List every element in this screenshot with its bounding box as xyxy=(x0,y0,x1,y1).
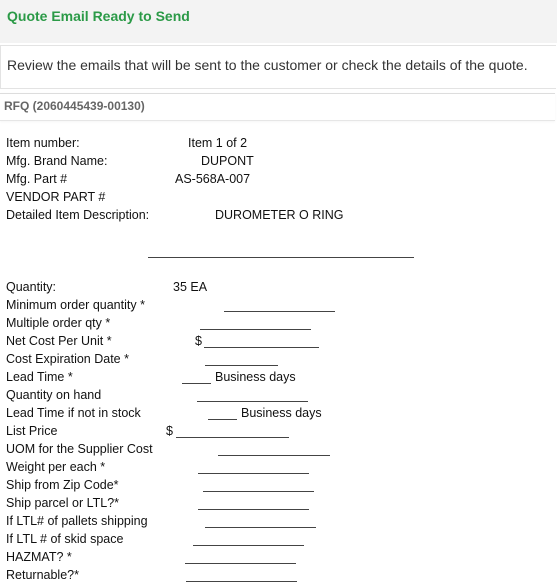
ship-zip-blank[interactable] xyxy=(203,491,314,492)
uom-blank[interactable] xyxy=(218,455,330,456)
part-label: Mfg. Part # xyxy=(6,172,68,186)
item-number-value: Item 1 of 2 xyxy=(188,136,248,150)
qty-on-hand-blank[interactable] xyxy=(197,401,308,402)
ltl-skid-label: If LTL # of skid space xyxy=(6,532,124,546)
quantity-label: Quantity: xyxy=(6,280,57,294)
lead-time-suffix: Business days xyxy=(215,370,296,384)
lead-time-oos-suffix: Business days xyxy=(241,406,322,420)
cost-exp-blank[interactable] xyxy=(205,365,278,366)
instructions-bar xyxy=(0,45,556,89)
min-order-blank[interactable] xyxy=(224,311,335,312)
hazmat-blank[interactable] xyxy=(185,563,296,564)
page-title: Quote Email Ready to Send xyxy=(7,8,190,24)
ship-parcel-label: Ship parcel or LTL?* xyxy=(6,496,120,510)
lead-time-oos-label: Lead Time if not in stock xyxy=(6,406,141,420)
instructions-text: Review the emails that will be sent to the customer or check the details of the quote. xyxy=(7,57,528,73)
ltl-skid-blank[interactable] xyxy=(193,545,304,546)
list-price-prefix: $ xyxy=(166,424,173,438)
lead-time-label: Lead Time * xyxy=(6,370,73,384)
quantity-value: 35 EA xyxy=(173,280,208,294)
ltl-pallets-label: If LTL# of pallets shipping xyxy=(6,514,148,528)
description-label: Detailed Item Description: xyxy=(6,208,150,222)
weight-label: Weight per each * xyxy=(6,460,106,474)
header-bar xyxy=(0,0,557,43)
returnable-blank[interactable] xyxy=(186,581,297,582)
net-cost-prefix: $ xyxy=(195,334,202,348)
rfq-label: RFQ (2060445439-00130) xyxy=(4,99,145,113)
item-number-label: Item number: xyxy=(6,136,80,150)
description-blank[interactable] xyxy=(148,257,414,258)
multiple-qty-label: Multiple order qty * xyxy=(6,316,111,330)
qty-on-hand-label: Quantity on hand xyxy=(6,388,102,402)
part-value: AS-568A-007 xyxy=(175,172,251,186)
lead-time-blank[interactable] xyxy=(182,383,211,384)
list-price-label: List Price xyxy=(6,424,58,438)
returnable-label: Returnable?* xyxy=(6,568,79,582)
uom-label: UOM for the Supplier Cost xyxy=(6,442,153,456)
net-cost-label: Net Cost Per Unit * xyxy=(6,334,112,348)
weight-blank[interactable] xyxy=(198,473,309,474)
multiple-qty-blank[interactable] xyxy=(200,329,311,330)
cost-exp-label: Cost Expiration Date * xyxy=(6,352,129,366)
description-value: DUROMETER O RING xyxy=(215,208,344,222)
ship-zip-label: Ship from Zip Code* xyxy=(6,478,119,492)
ltl-pallets-blank[interactable] xyxy=(205,527,316,528)
min-order-label: Minimum order quantity * xyxy=(6,298,145,312)
rfq-section-header[interactable] xyxy=(0,93,555,121)
lead-time-oos-blank[interactable] xyxy=(208,419,237,420)
net-cost-blank[interactable] xyxy=(204,347,319,348)
hazmat-label: HAZMAT? * xyxy=(6,550,72,564)
list-price-blank[interactable] xyxy=(176,437,289,438)
brand-value: DUPONT xyxy=(201,154,254,168)
vendor-part-label: VENDOR PART # xyxy=(6,190,106,204)
quote-details xyxy=(0,121,557,588)
ship-parcel-blank[interactable] xyxy=(198,509,309,510)
brand-label: Mfg. Brand Name: xyxy=(6,154,108,168)
